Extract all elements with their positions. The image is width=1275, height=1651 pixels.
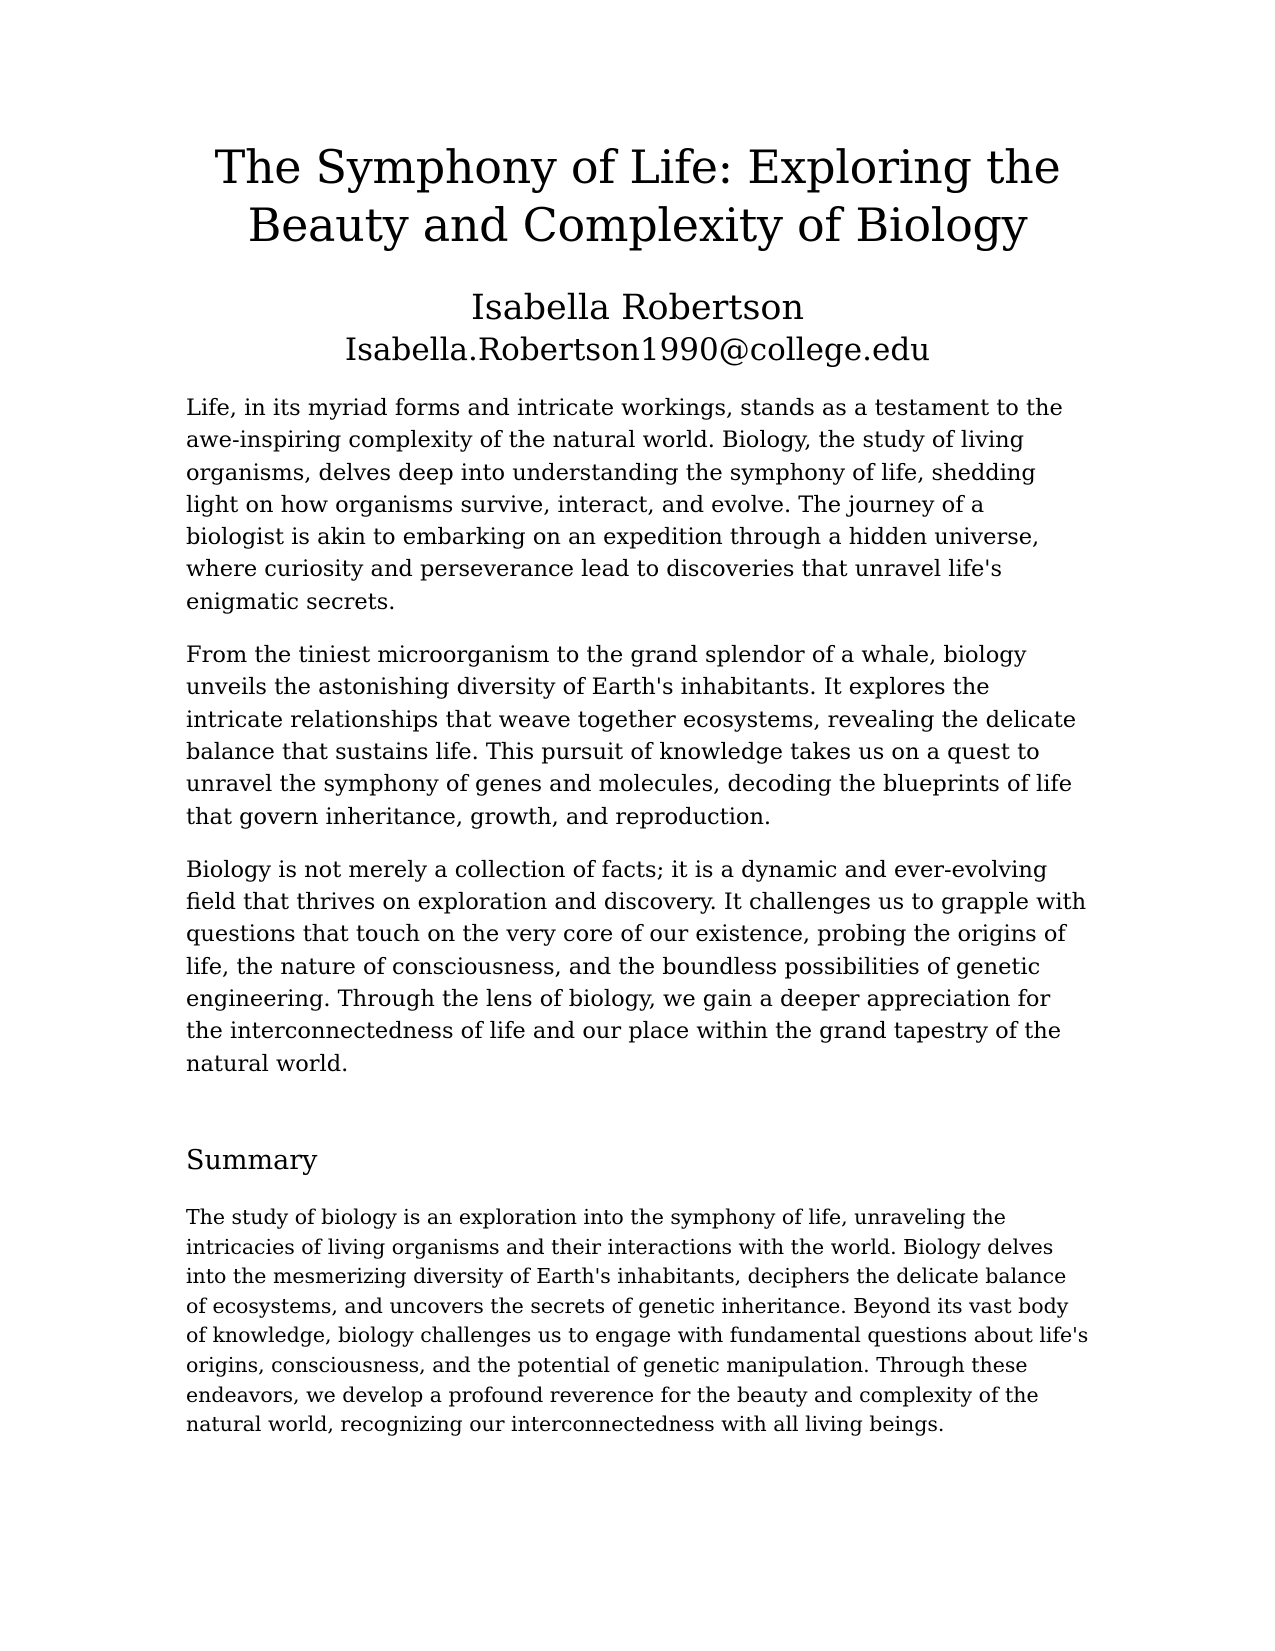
paragraph: Life, in its myriad forms and intricate workings, stands as a testament to the awe-inspiring complexity of the natural world. Biology, the study of living organisms, delves deep into understanding the symphony of life, shedding light on how organisms survive, interact, and evolve. The journey of a biologist is akin to embarking on an expedition through a hidden universe, where curiosity and perseverance lead to discoveries that unravel life's enigmatic secrets. [186,395,1063,615]
author-email: Isabella.Robertson1990@college.edu [344,332,931,368]
summary-heading: Summary [186,1144,318,1176]
paragraph: From the tiniest microorganism to the grand splendor of a whale, biology unveils the astonishing diversity of Earth's inhabitants. It explores the intricate relationships that weave together ecosystems, revealing the delicate balance that sustains life. This pursuit of knowledge takes us on a quest to unravel the symphony of genes and molecules, decoding the blueprints of life that govern inheritance, growth, and reproduction. [186,642,1077,830]
document-page [186,138,1089,1440]
document-title: The Symphony of Life: Exploring the Beauty and Complexity of Biology [214,140,1061,252]
author-name: Isabella Robertson [470,288,805,328]
paragraph: Biology is not merely a collection of facts; it is a dynamic and ever-evolving field that thrives on exploration and discovery. It challenges us to grapple with questions that touch on the very core of our existence, probing the origins of life, the nature of consciousness, and the boundless possibilities of genetic engineering. Through the lens of biology, we gain a deeper appreciation for the interconnectedness of life and our place within the grand tapestry of the natural world. [186,856,1087,1077]
body-text [186,392,1089,1080]
summary-text: The study of biology is an exploration into the symphony of life, unraveling the intricacies of living organisms and their interactions with the world. Biology delves into the mesmerizing diversity of Earth's inhabitants, deciphers the delicate balance of ecosystems, and uncovers the secrets of genetic inheritance. Beyond its vast body of knowledge, biology challenges us to engage with fundamental questions about life's origins, consciousness, and the potential of genetic manipulation. Through these endeavors, we develop a profound reverence for the beauty and complexity of the natural world, recognizing our interconnectedness with all living beings. [186,1204,1089,1437]
